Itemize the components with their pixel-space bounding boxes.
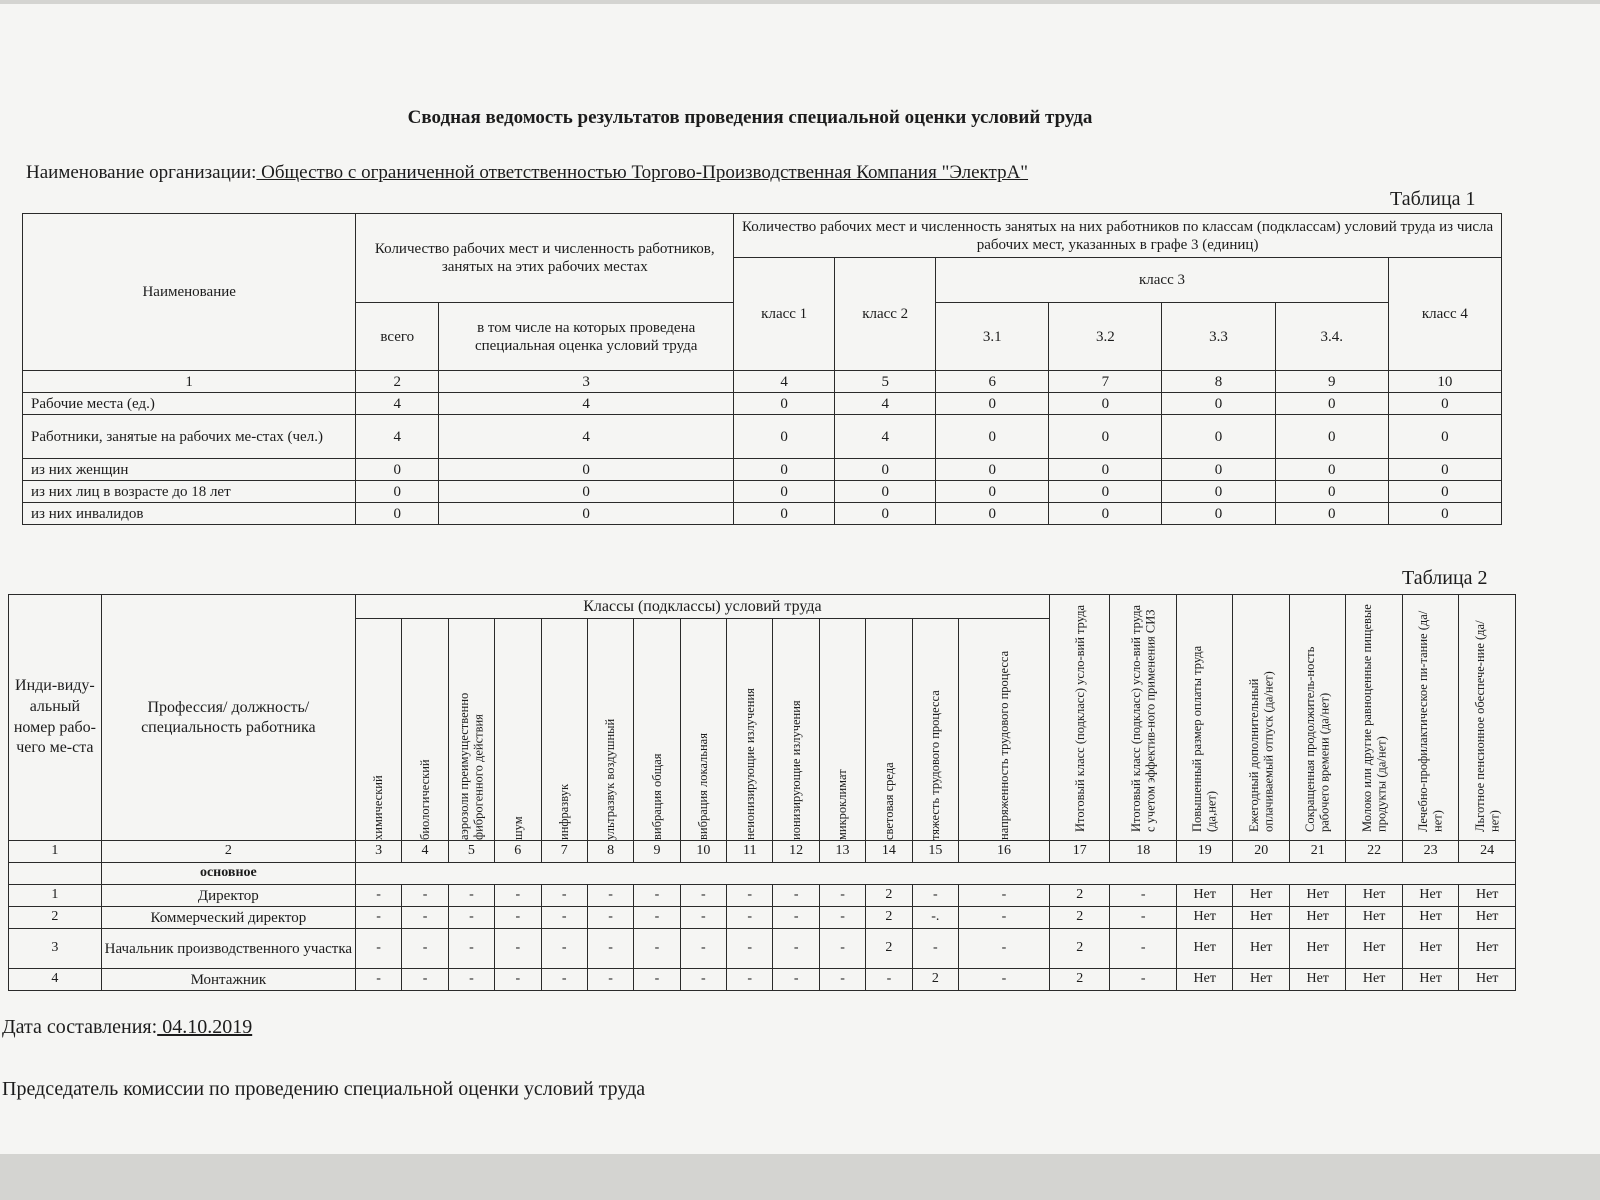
t1-col-number: 9 — [1275, 371, 1388, 393]
t2-head-factor — [495, 619, 541, 841]
t1-row-label: из них женщин — [23, 459, 356, 481]
t2-head-factor-text: шум — [510, 815, 525, 840]
t2-cell: Нет — [1402, 969, 1458, 991]
t2-cell: Нет — [1459, 885, 1516, 907]
t1-cell: 0 — [1162, 459, 1275, 481]
t2-cell: Нет — [1346, 969, 1402, 991]
t2-head-factor-text: напряженность трудового процесса — [996, 650, 1011, 840]
t2-head-factor-text: аэрозоли преимущественно фиброгенного действия — [457, 692, 486, 840]
t1-cell: 0 — [1049, 481, 1162, 503]
t2-head-extra-19 — [1177, 595, 1233, 841]
t2-head-extra-20 — [1233, 595, 1289, 841]
t2-cell: - — [495, 885, 541, 907]
table1-caption: Таблица 1 — [1390, 188, 1476, 210]
t2-head-factor-text: световая среда — [881, 761, 896, 840]
t1-row-label: из них инвалидов — [23, 503, 356, 525]
organization-label: Наименование организации: — [26, 162, 257, 183]
t2-head-factor — [866, 619, 912, 841]
t2-col-number: 8 — [587, 841, 633, 863]
t2-cell: - — [727, 969, 773, 991]
t1-cell: 0 — [1388, 415, 1501, 459]
t1-cell: 0 — [936, 481, 1049, 503]
t2-head-factor — [680, 619, 726, 841]
t2-cell: Нет — [1177, 969, 1233, 991]
t2-cell: - — [448, 969, 494, 991]
t2-row-id: 1 — [9, 885, 102, 907]
t2-col-number: 1 — [9, 841, 102, 863]
t2-cell: - — [866, 969, 912, 991]
t1-head-sub-3-3: 3.3 — [1162, 303, 1275, 371]
t2-head-factor-text: ионизирующие излучения — [788, 699, 803, 840]
t1-row — [23, 503, 1502, 525]
t1-col-number: 1 — [23, 371, 356, 393]
t1-cell: 0 — [356, 503, 439, 525]
t2-cell: Нет — [1402, 907, 1458, 929]
summary-table — [22, 213, 1502, 525]
t2-cell: - — [587, 969, 633, 991]
t1-cell: 0 — [936, 415, 1049, 459]
t1-cell: 0 — [1049, 459, 1162, 481]
t2-cell: Нет — [1177, 929, 1233, 969]
t2-cell: - — [727, 885, 773, 907]
organization-line — [26, 162, 1028, 184]
t2-col-number: 19 — [1177, 841, 1233, 863]
document-title: Сводная ведомость результатов проведения специальной оценки условий труда — [407, 107, 1093, 128]
t2-head-extra-24 — [1459, 595, 1516, 841]
t2-cell: Нет — [1402, 885, 1458, 907]
t2-cell: - — [912, 929, 958, 969]
t2-cell: - — [727, 929, 773, 969]
t2-cell: - — [634, 885, 680, 907]
t1-cell: 0 — [1162, 481, 1275, 503]
t2-head-classes: Классы (подклассы) условий труда — [355, 595, 1049, 619]
t2-col-number: 10 — [680, 841, 726, 863]
t2-cell: - — [959, 885, 1050, 907]
t2-cell: Нет — [1402, 929, 1458, 969]
t1-cell: 0 — [1162, 415, 1275, 459]
t1-cell: 0 — [734, 481, 835, 503]
t2-cell: - — [819, 969, 865, 991]
t2-head-factor — [773, 619, 819, 841]
t2-head-factor — [819, 619, 865, 841]
t2-cell: Нет — [1233, 929, 1289, 969]
t1-col-number: 5 — [835, 371, 936, 393]
t2-col-number: 23 — [1402, 841, 1458, 863]
t2-cell: Нет — [1233, 907, 1289, 929]
t2-col-number: 15 — [912, 841, 958, 863]
t1-row-label: из них лиц в возрасте до 18 лет — [23, 481, 356, 503]
t2-cell: - — [402, 969, 448, 991]
t1-cell: 0 — [1388, 503, 1501, 525]
t1-cell: 0 — [1275, 459, 1388, 481]
t2-cell: 2 — [912, 969, 958, 991]
t2-cell: - — [1110, 969, 1177, 991]
t2-col-number: 12 — [773, 841, 819, 863]
t2-head-factor-text: тяжесть трудового процесса — [928, 689, 943, 840]
t2-head-factor — [402, 619, 448, 841]
t1-row — [23, 393, 1502, 415]
t2-row — [9, 907, 1516, 929]
t2-cell: Нет — [1289, 907, 1345, 929]
t2-head-extra-23 — [1402, 595, 1458, 841]
t2-cell: Нет — [1346, 929, 1402, 969]
t1-cell: 0 — [1162, 503, 1275, 525]
t2-row-profession: Директор — [101, 885, 355, 907]
t2-cell: - — [355, 969, 401, 991]
t2-col-number: 20 — [1233, 841, 1289, 863]
t2-col-number: 17 — [1049, 841, 1110, 863]
t2-cell: - — [587, 885, 633, 907]
t2-head-factor — [912, 619, 958, 841]
t1-col-number: 10 — [1388, 371, 1501, 393]
t1-row-label: Работники, занятые на рабочих ме-стах (чел.) — [23, 415, 356, 459]
t2-head-factor-text: инфразвук — [557, 783, 571, 840]
t1-head-name: Наименование — [23, 214, 356, 371]
t2-col-number: 5 — [448, 841, 494, 863]
t2-col-number: 7 — [541, 841, 587, 863]
t2-row — [9, 969, 1516, 991]
t2-cell: 2 — [866, 929, 912, 969]
t2-col-number: 13 — [819, 841, 865, 863]
t2-cell: Нет — [1289, 929, 1345, 969]
t2-head-factor-text: микроклимат — [835, 768, 850, 840]
t1-cell: 4 — [439, 415, 734, 459]
t2-head-factor-text: вибрация общая — [649, 752, 664, 840]
t1-cell: 0 — [1275, 503, 1388, 525]
t2-head-factor — [587, 619, 633, 841]
t1-cell: 0 — [1388, 393, 1501, 415]
t2-cell: - — [680, 885, 726, 907]
t1-cell: 0 — [439, 481, 734, 503]
t2-cell: - — [634, 907, 680, 929]
table2-caption: Таблица 2 — [1402, 567, 1488, 589]
t1-cell: 0 — [356, 481, 439, 503]
t2-cell: 2 — [1049, 907, 1110, 929]
t1-cell: 0 — [439, 503, 734, 525]
t2-head-factor-text: неионизирующие излучения — [742, 687, 757, 840]
t2-head-extra-text: Итоговый класс (подкласс) усло-вий труда — [1072, 604, 1087, 832]
t2-col-number: 18 — [1110, 841, 1177, 863]
t1-head-class2: класс 2 — [835, 258, 936, 371]
t2-cell: - — [819, 929, 865, 969]
t1-head-class4: класс 4 — [1388, 258, 1501, 371]
t2-cell: Нет — [1459, 929, 1516, 969]
t2-section-label: основное — [101, 863, 355, 885]
t2-cell: - — [448, 929, 494, 969]
t2-head-extra-22 — [1346, 595, 1402, 841]
t2-section-row — [9, 863, 1516, 885]
t1-column-numbers — [23, 371, 1502, 393]
t1-col-number: 3 — [439, 371, 734, 393]
t1-head-class3: класс 3 — [936, 258, 1389, 303]
t2-head-factor — [959, 619, 1050, 841]
t2-cell: - — [727, 907, 773, 929]
t2-cell: - — [680, 929, 726, 969]
date-line — [2, 1016, 252, 1039]
t2-cell: - — [587, 929, 633, 969]
t1-row — [23, 481, 1502, 503]
t1-cell: 0 — [1275, 481, 1388, 503]
t1-cell: 0 — [1049, 393, 1162, 415]
t1-cell: 0 — [1049, 415, 1162, 459]
t2-head-extra-text: Итоговый класс (подкласс) усло-вий труда с учетом эффектив-ного применения СИЗ — [1128, 604, 1158, 832]
t2-cell: - — [959, 907, 1050, 929]
t2-cell: - — [773, 907, 819, 929]
t2-col-number: 9 — [634, 841, 680, 863]
t2-cell: 2 — [866, 907, 912, 929]
t1-cell: 0 — [936, 459, 1049, 481]
t1-row-label: Рабочие места (ед.) — [23, 393, 356, 415]
t1-head-class1: класс 1 — [734, 258, 835, 371]
t2-cell: Нет — [1346, 907, 1402, 929]
t2-head-factor-text: вибрация локальная — [696, 732, 711, 840]
t1-col-number: 6 — [936, 371, 1049, 393]
t2-cell: - — [495, 907, 541, 929]
t2-cell: - — [819, 885, 865, 907]
organization-name: Общество с ограниченной ответственностью Торгово-Производственная Компания "ЭлектрА" — [256, 162, 1029, 183]
t1-row — [23, 415, 1502, 459]
t2-head-factor — [355, 619, 401, 841]
date-label: Дата составления: — [2, 1016, 158, 1038]
t2-cell: - — [634, 929, 680, 969]
t1-cell: 4 — [356, 393, 439, 415]
t2-head-factor — [727, 619, 773, 841]
t2-cell: - — [448, 907, 494, 929]
t1-cell: 0 — [1275, 393, 1388, 415]
t2-head-profession: Профессия/ должность/ специальность работника — [101, 595, 355, 841]
t2-col-number: 6 — [495, 841, 541, 863]
t2-cell: - — [773, 969, 819, 991]
t1-cell: 0 — [734, 393, 835, 415]
t2-head-extra-18 — [1110, 595, 1177, 841]
t2-cell: Нет — [1177, 907, 1233, 929]
t2-head-extra-text: Повышенный размер оплаты труда (да,нет) — [1190, 645, 1219, 832]
t1-cell: 4 — [356, 415, 439, 459]
t2-cell: - — [495, 929, 541, 969]
t1-head-group1: Количество рабочих мест и численность работников, занятых на этих рабочих местах — [356, 214, 734, 303]
t2-cell: - — [541, 929, 587, 969]
workplaces-table — [8, 594, 1516, 991]
t2-cell: - — [634, 969, 680, 991]
t2-cell: 2 — [1049, 929, 1110, 969]
t2-cell: 2 — [866, 885, 912, 907]
t2-row-id: 2 — [9, 907, 102, 929]
t2-row-id: 3 — [9, 929, 102, 969]
t1-head-group2: Количество рабочих мест и численность занятых на них работников по классам (подклассам) условий труда из числа рабочих мест, указанных в графе 3 (единиц) — [734, 214, 1502, 258]
t2-row-profession: Монтажник — [101, 969, 355, 991]
t2-cell: - — [355, 929, 401, 969]
t2-cell: - — [541, 885, 587, 907]
t2-col-number: 4 — [402, 841, 448, 863]
t2-column-numbers — [9, 841, 1516, 863]
t2-cell: - — [541, 969, 587, 991]
t2-cell: Нет — [1289, 885, 1345, 907]
t2-cell: - — [819, 907, 865, 929]
t2-row-profession: Коммерческий директор — [101, 907, 355, 929]
t2-head-factor-text: химический — [371, 774, 386, 840]
t2-row — [9, 885, 1516, 907]
t2-col-number: 21 — [1289, 841, 1345, 863]
t2-col-number: 24 — [1459, 841, 1516, 863]
t2-cell: Нет — [1233, 969, 1289, 991]
t2-head-extra-21 — [1289, 595, 1345, 841]
t2-cell: - — [448, 885, 494, 907]
t2-cell: - — [402, 929, 448, 969]
t2-cell: - — [959, 929, 1050, 969]
t1-cell: 4 — [835, 393, 936, 415]
t2-cell: - — [402, 885, 448, 907]
t2-cell: Нет — [1459, 969, 1516, 991]
t1-row — [23, 459, 1502, 481]
t2-cell: Нет — [1177, 885, 1233, 907]
t1-cell: 0 — [936, 393, 1049, 415]
t2-cell: Нет — [1289, 969, 1345, 991]
t2-cell: Нет — [1233, 885, 1289, 907]
t1-cell: 0 — [1049, 503, 1162, 525]
t2-col-number: 11 — [727, 841, 773, 863]
t2-row-id: 4 — [9, 969, 102, 991]
t2-cell: - — [495, 969, 541, 991]
t2-head-factor — [541, 619, 587, 841]
t2-cell: - — [1110, 929, 1177, 969]
t1-col-number: 7 — [1049, 371, 1162, 393]
t2-head-extra-text: Льготное пенсионное обеспече-ние (да/нет) — [1472, 619, 1502, 832]
t2-cell: - — [1110, 907, 1177, 929]
t1-cell: 0 — [835, 503, 936, 525]
t2-cell: - — [680, 907, 726, 929]
t2-head-extra-text: Молоко или другие равноценные пищевые продукты (да/нет) — [1359, 603, 1389, 832]
t2-cell: -. — [912, 907, 958, 929]
t1-col-number: 8 — [1162, 371, 1275, 393]
t2-cell: - — [773, 929, 819, 969]
t2-cell: - — [773, 885, 819, 907]
t2-cell: - — [959, 969, 1050, 991]
t2-cell: - — [912, 885, 958, 907]
t2-row-profession: Начальник производственного участка — [101, 929, 355, 969]
t2-cell: - — [680, 969, 726, 991]
t1-cell: 4 — [835, 415, 936, 459]
t1-cell: 0 — [1275, 415, 1388, 459]
t1-col-number: 2 — [356, 371, 439, 393]
t2-cell: - — [1110, 885, 1177, 907]
t1-cell: 0 — [1388, 481, 1501, 503]
date-value: 04.10.2019 — [157, 1016, 253, 1038]
t1-cell: 4 — [439, 393, 734, 415]
t2-cell: 2 — [1049, 969, 1110, 991]
t1-cell: 0 — [734, 415, 835, 459]
t2-col-number: 16 — [959, 841, 1050, 863]
t2-col-number: 2 — [101, 841, 355, 863]
t1-cell: 0 — [356, 459, 439, 481]
t2-head-extra-text: Ежегодный дополнительный оплачиваемый отпуск (да/нет) — [1246, 670, 1276, 832]
t2-cell: - — [355, 885, 401, 907]
t2-col-number: 3 — [355, 841, 401, 863]
t2-cell: Нет — [1346, 885, 1402, 907]
t2-cell: - — [587, 907, 633, 929]
t1-cell: 0 — [835, 481, 936, 503]
t2-row — [9, 929, 1516, 969]
t1-head-assessed: в том числе на которых проведена специальная оценка условий труда — [439, 303, 734, 371]
t1-col-number: 4 — [734, 371, 835, 393]
t1-cell: 0 — [439, 459, 734, 481]
t1-head-sub-3-2: 3.2 — [1049, 303, 1162, 371]
t1-cell: 0 — [734, 459, 835, 481]
t2-head-extra-text: Лечебно-профилактическое пи-тание (да/нет) — [1416, 610, 1445, 832]
commission-chair-line: Председатель комиссии по проведению специальной оценки условий труда — [2, 1078, 646, 1100]
t2-head-factor — [634, 619, 680, 841]
t2-head-extra-text: Сокращенная продолжитель-ность рабочего времени (да/нет) — [1303, 646, 1332, 832]
t1-cell: 0 — [936, 503, 1049, 525]
t1-cell: 0 — [1388, 459, 1501, 481]
t1-cell: 0 — [835, 459, 936, 481]
document-sheet — [0, 4, 1600, 1154]
t2-head-factor-text: ультразвук воздушный — [603, 718, 618, 840]
t1-cell: 0 — [1162, 393, 1275, 415]
t1-cell: 0 — [734, 503, 835, 525]
t2-cell: Нет — [1459, 907, 1516, 929]
t2-head-id: Инди-виду-альный номер рабо-чего ме-ста — [9, 595, 102, 841]
t2-head-extra-17 — [1049, 595, 1110, 841]
t2-head-factor-text: биологический — [417, 758, 432, 840]
t1-head-sub-3-1: 3.1 — [936, 303, 1049, 371]
t2-head-factor — [448, 619, 494, 841]
t2-cell: 2 — [1049, 885, 1110, 907]
t2-col-number: 22 — [1346, 841, 1402, 863]
t1-head-sub-3-4: 3.4. — [1275, 303, 1388, 371]
t1-head-total: всего — [356, 303, 439, 371]
t2-col-number: 14 — [866, 841, 912, 863]
t2-cell: - — [402, 907, 448, 929]
t2-cell: - — [541, 907, 587, 929]
t2-cell: - — [355, 907, 401, 929]
